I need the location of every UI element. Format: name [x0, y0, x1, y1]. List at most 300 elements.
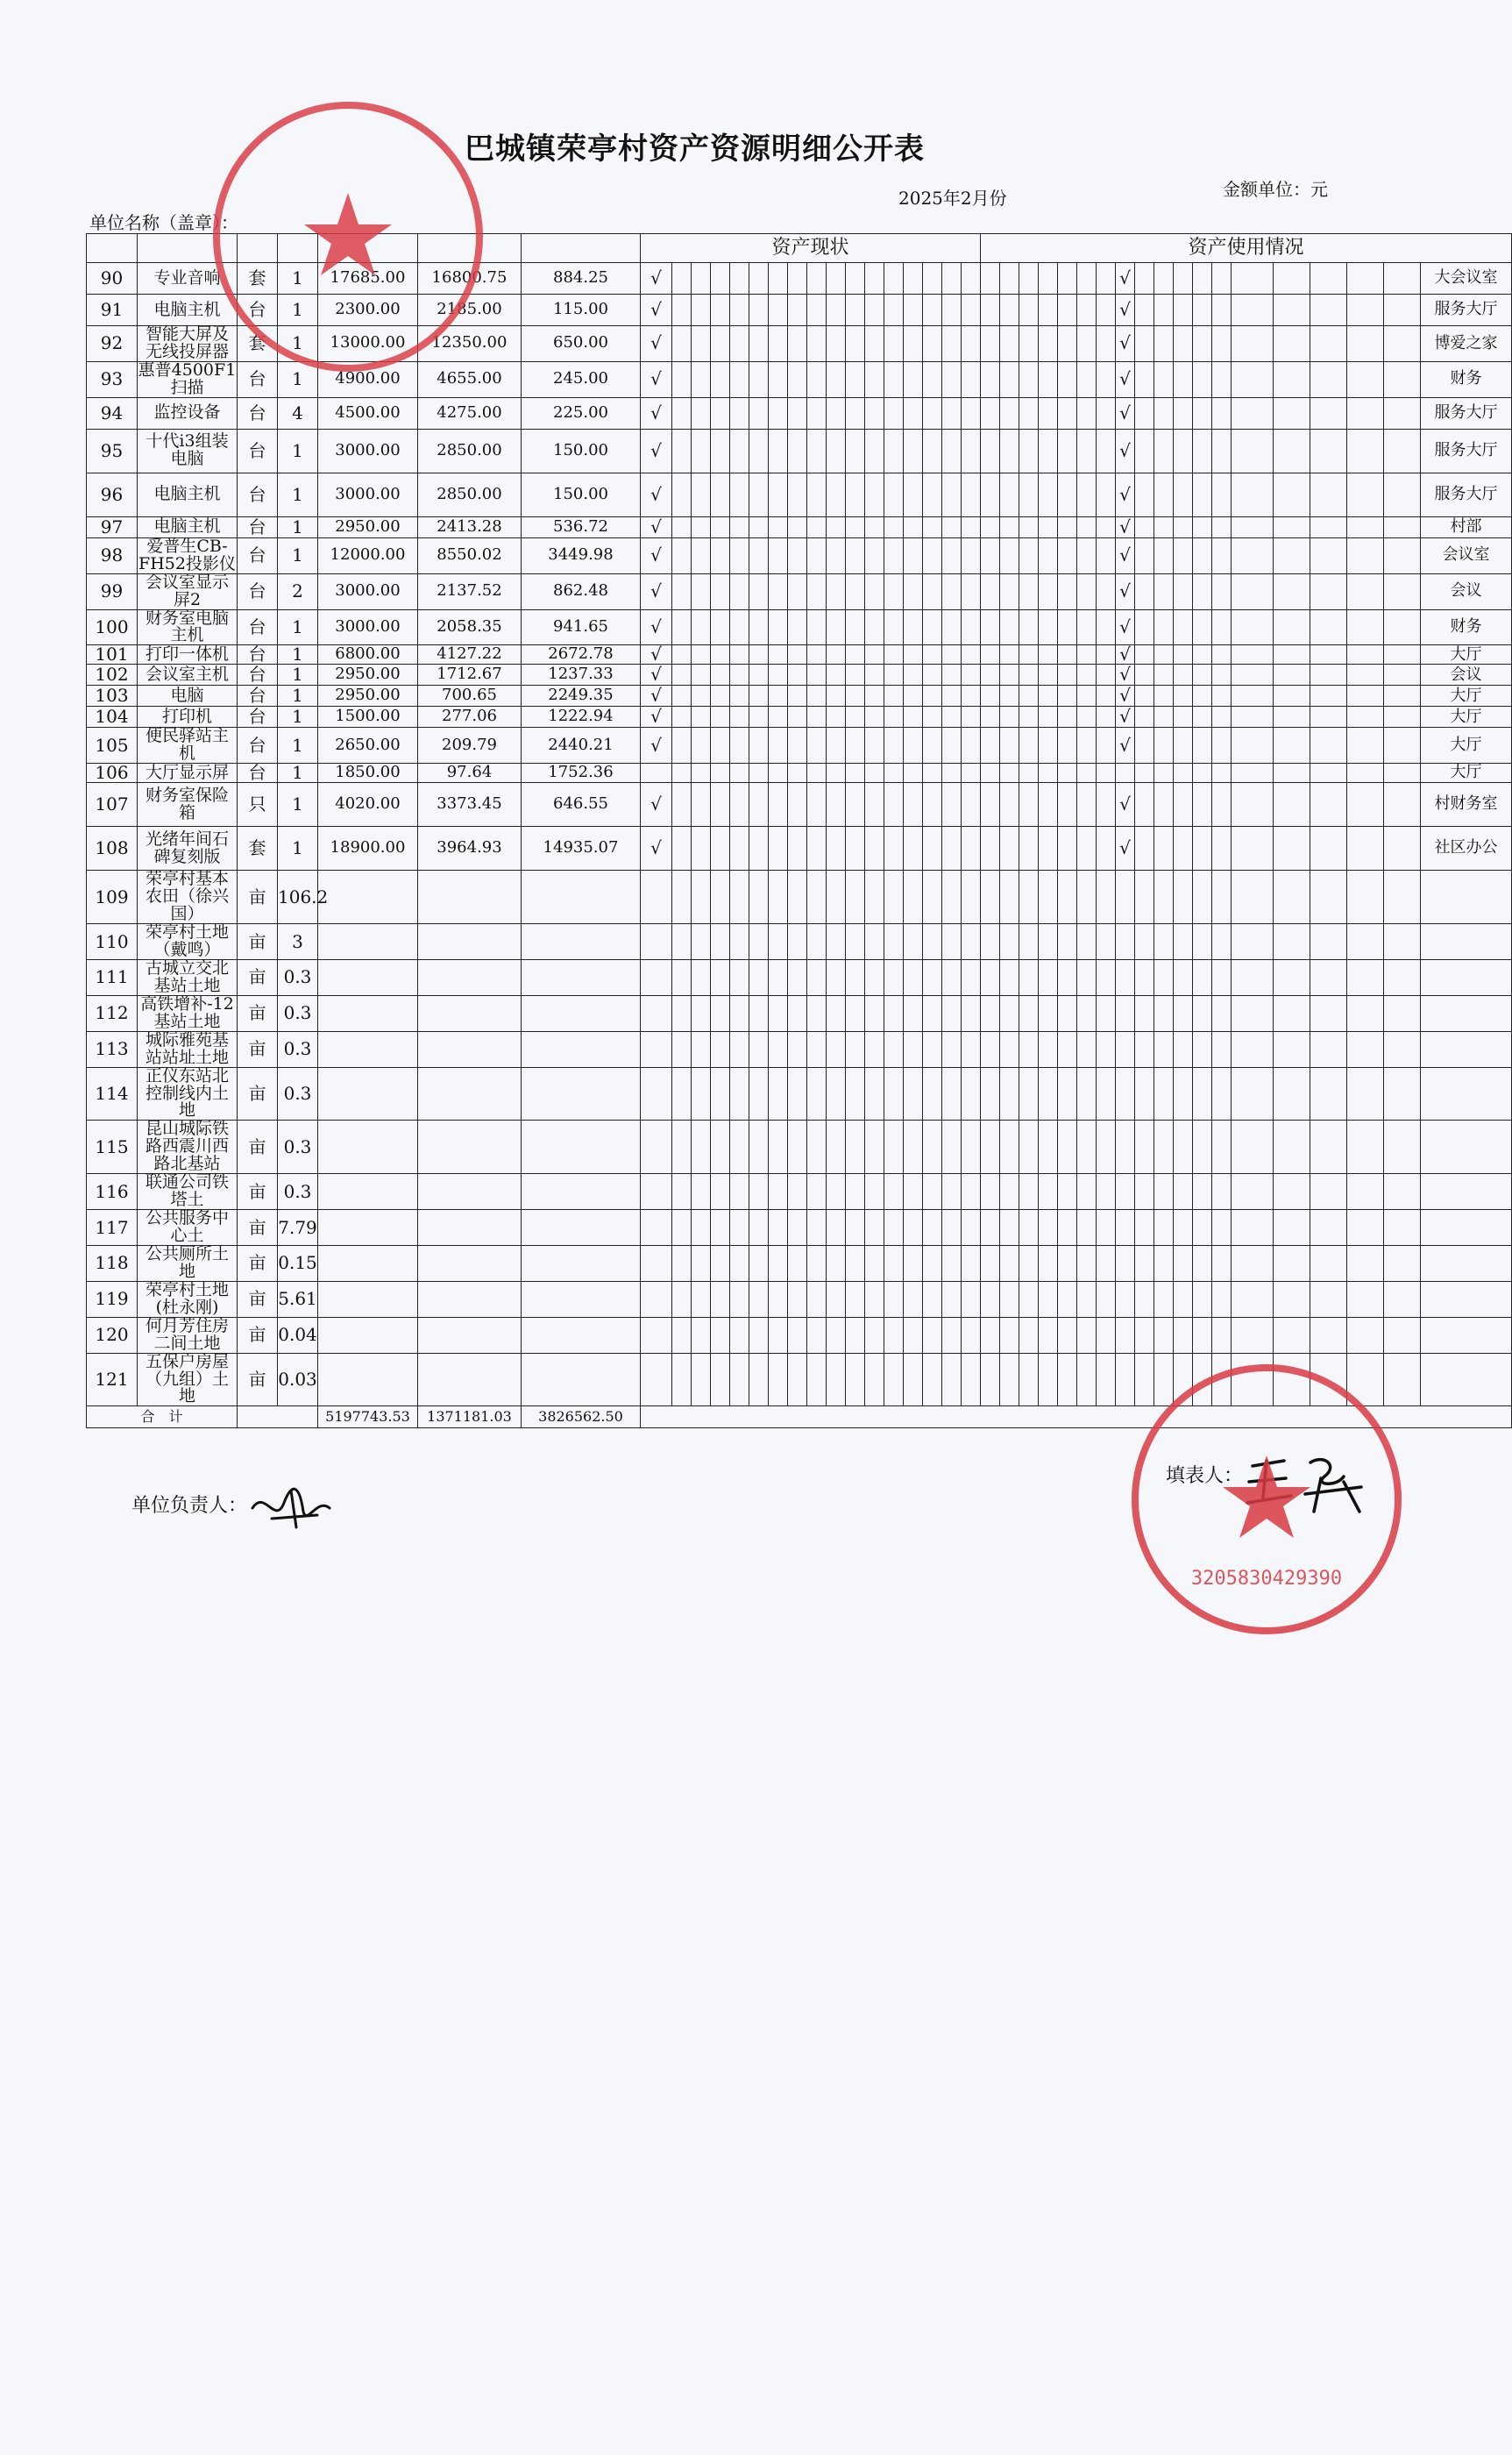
status-cell — [807, 959, 827, 995]
asset-unit: 台 — [238, 429, 278, 473]
status-cell — [865, 429, 884, 473]
status-cell — [923, 609, 942, 645]
status-cell — [827, 326, 846, 362]
status-cell — [923, 959, 942, 995]
status-cell — [711, 924, 730, 960]
usage-cell — [1274, 537, 1310, 573]
asset-quantity: 4 — [278, 397, 318, 429]
status-cell — [923, 1031, 942, 1067]
status-cell — [846, 645, 865, 665]
status-cell — [749, 473, 769, 516]
net-value — [522, 871, 641, 924]
original-value: 3000.00 — [318, 473, 418, 516]
usage-cell — [1154, 995, 1174, 1031]
status-cell — [749, 1353, 769, 1406]
asset-unit: 亩 — [238, 1067, 278, 1121]
usage-cell — [1384, 707, 1421, 728]
usage-cell — [1347, 473, 1384, 516]
usage-cell — [1310, 783, 1347, 827]
status-cell — [672, 1067, 692, 1121]
usage-cell — [1019, 764, 1039, 783]
usage-cell — [1019, 537, 1039, 573]
usage-cell — [1154, 764, 1174, 783]
usage-cell — [1058, 429, 1077, 473]
status-cell — [865, 959, 884, 995]
status-cell — [962, 924, 981, 960]
accumulated-depreciation: 2185.00 — [418, 295, 522, 326]
status-cell — [884, 537, 904, 573]
status-cell — [884, 326, 904, 362]
status-cell — [942, 1353, 962, 1406]
usage-cell — [1097, 573, 1116, 609]
net-value: 862.48 — [522, 573, 641, 609]
usage-cell — [1384, 1067, 1421, 1121]
net-value — [522, 1121, 641, 1174]
usage-cell — [1347, 764, 1384, 783]
usage-cell — [1000, 827, 1019, 871]
usage-cell — [1154, 959, 1174, 995]
usage-cell — [1000, 609, 1019, 645]
accumulated-depreciation: 2850.00 — [418, 473, 522, 516]
usage-cell — [1000, 573, 1019, 609]
original-value: 4020.00 — [318, 783, 418, 827]
status-cell — [962, 429, 981, 473]
asset-name: 光绪年间石碑复刻版 — [138, 827, 238, 871]
asset-name: 惠普4500F1扫描 — [138, 359, 237, 397]
unit-name-label: 单位名称（盖章）： — [89, 212, 238, 233]
usage-cell — [1077, 1317, 1097, 1353]
usage-cell — [1000, 516, 1019, 537]
status-cell — [923, 1174, 942, 1210]
usage-cell — [1174, 573, 1193, 609]
asset-name: 财务室电脑主机 — [138, 609, 238, 645]
status-cell — [884, 473, 904, 516]
status-cell — [846, 516, 865, 537]
usage-cell — [1135, 295, 1154, 326]
asset-unit: 台 — [238, 516, 278, 537]
usage-cell — [1135, 609, 1154, 645]
table-row — [87, 1067, 1512, 1121]
table-row — [87, 397, 1512, 429]
usage-cell — [1212, 764, 1232, 783]
usage-location: 村财务室 — [1421, 783, 1512, 827]
status-cell — [807, 686, 827, 707]
status-cell — [711, 1067, 730, 1121]
usage-cell — [1274, 871, 1310, 924]
usage-cell — [1058, 686, 1077, 707]
usage-cell — [1154, 609, 1174, 645]
asset-name: 正仪东站北控制线内土地 — [138, 1067, 238, 1121]
asset-quantity: 1 — [278, 686, 318, 707]
usage-cell — [1347, 609, 1384, 645]
usage-cell — [1135, 326, 1154, 362]
status-cell — [807, 609, 827, 645]
net-value: 1222.94 — [522, 707, 641, 728]
status-cell — [962, 959, 981, 995]
status-cell — [692, 1067, 711, 1121]
net-value — [522, 1353, 641, 1406]
usage-location — [1421, 871, 1512, 924]
usage-cell — [1347, 1317, 1384, 1353]
usage-cell — [1077, 995, 1097, 1031]
status-cell — [692, 1281, 711, 1317]
usage-cell — [1019, 473, 1039, 516]
usage-location — [1421, 1031, 1512, 1067]
accumulated-depreciation — [418, 1353, 522, 1406]
usage-cell — [1019, 959, 1039, 995]
status-cell — [942, 728, 962, 764]
usage-cell — [1135, 764, 1154, 783]
accumulated-depreciation — [418, 1174, 522, 1210]
usage-cell — [981, 516, 1000, 537]
usage-cell — [1039, 1210, 1058, 1246]
status-cell — [865, 1317, 884, 1353]
status-cell — [846, 959, 865, 995]
usage-cell — [981, 686, 1000, 707]
asset-quantity: 1 — [278, 783, 318, 827]
asset-quantity: 0.03 — [278, 1353, 318, 1406]
net-value — [522, 924, 641, 960]
status-cell — [672, 1174, 692, 1210]
usage-cell — [1058, 1281, 1077, 1317]
asset-name: 打印一体机 — [138, 645, 238, 665]
usage-cell — [1058, 707, 1077, 728]
usage-cell — [1232, 361, 1274, 397]
usage-cell — [1154, 1121, 1174, 1174]
usage-cell — [1274, 707, 1310, 728]
usage-cell — [1000, 1281, 1019, 1317]
status-cell — [730, 326, 749, 362]
usage-cell — [1000, 1317, 1019, 1353]
usage-cell — [981, 263, 1000, 295]
asset-name: 打印机 — [138, 707, 238, 728]
usage-cell — [1174, 473, 1193, 516]
status-cell — [641, 1067, 672, 1121]
accumulated-depreciation: 209.79 — [418, 728, 522, 764]
usage-cell — [1347, 537, 1384, 573]
usage-cell — [1058, 871, 1077, 924]
usage-cell — [1058, 728, 1077, 764]
usage-cell — [1384, 295, 1421, 326]
status-cell — [807, 473, 827, 516]
status-check-mark: √ — [641, 295, 672, 326]
usage-cell — [1274, 924, 1310, 960]
status-cell — [692, 326, 711, 362]
status-cell — [962, 1281, 981, 1317]
usage-cell — [1193, 665, 1212, 686]
usage-cell — [1310, 429, 1347, 473]
usage-cell — [1274, 429, 1310, 473]
usage-cell — [981, 728, 1000, 764]
usage-cell — [1310, 397, 1347, 429]
asset-quantity: 3 — [278, 924, 318, 960]
status-cell — [711, 573, 730, 609]
status-cell — [904, 1353, 923, 1406]
usage-cell — [1135, 959, 1154, 995]
status-cell — [884, 871, 904, 924]
usage-cell — [1347, 1245, 1384, 1281]
status-cell — [769, 924, 788, 960]
usage-cell — [1058, 1317, 1077, 1353]
usage-cell — [1347, 686, 1384, 707]
status-cell — [711, 1031, 730, 1067]
status-cell — [711, 995, 730, 1031]
asset-unit: 台 — [238, 707, 278, 728]
status-cell — [672, 295, 692, 326]
usage-cell — [1058, 924, 1077, 960]
status-cell — [807, 1174, 827, 1210]
asset-quantity: 106.2 — [278, 871, 318, 924]
usage-cell — [1135, 361, 1154, 397]
asset-quantity: 1 — [278, 326, 318, 362]
status-cell — [865, 609, 884, 645]
usage-cell — [1077, 686, 1097, 707]
usage-location: 会议 — [1421, 573, 1512, 609]
status-cell — [641, 1353, 672, 1406]
usage-cell — [1347, 573, 1384, 609]
asset-unit: 套 — [238, 326, 278, 362]
unit-head-label: 单位负责人： — [131, 1495, 248, 1517]
usage-cell — [981, 764, 1000, 783]
usage-cell — [1193, 924, 1212, 960]
usage-cell — [981, 326, 1000, 362]
usage-cell — [1097, 326, 1116, 362]
status-cell — [641, 871, 672, 924]
status-cell — [904, 686, 923, 707]
usage-cell — [1347, 707, 1384, 728]
usage-location — [1421, 1174, 1512, 1210]
asset-unit: 亩 — [238, 1174, 278, 1210]
usage-cell — [1019, 686, 1039, 707]
status-check-mark: √ — [641, 263, 672, 295]
status-cell — [769, 516, 788, 537]
status-cell — [923, 764, 942, 783]
row-number: 107 — [87, 783, 138, 827]
asset-ledger-table — [86, 233, 1512, 1428]
usage-cell — [1097, 263, 1116, 295]
net-value: 115.00 — [522, 295, 641, 326]
usage-cell — [1077, 665, 1097, 686]
status-cell — [942, 361, 962, 397]
usage-cell — [1174, 995, 1193, 1031]
total-original-value: 5197743.53 — [318, 1406, 418, 1428]
usage-check-mark: √ — [1116, 665, 1135, 686]
row-number: 117 — [87, 1210, 138, 1246]
status-cell — [942, 645, 962, 665]
status-cell — [884, 707, 904, 728]
usage-cell — [1097, 645, 1116, 665]
asset-name: 联通公司铁塔土 — [138, 1174, 238, 1210]
usage-check-mark: √ — [1116, 516, 1135, 537]
asset-quantity: 0.3 — [278, 1174, 318, 1210]
status-cell — [672, 827, 692, 871]
usage-cell — [1097, 959, 1116, 995]
usage-cell — [1212, 1281, 1232, 1317]
usage-cell — [1310, 1317, 1347, 1353]
status-cell — [711, 645, 730, 665]
usage-cell — [1347, 1031, 1384, 1067]
status-cell — [942, 609, 962, 645]
usage-cell — [1174, 1121, 1193, 1174]
net-value — [522, 1174, 641, 1210]
usage-cell — [1000, 686, 1019, 707]
row-number: 113 — [87, 1031, 138, 1067]
status-cell — [884, 764, 904, 783]
status-cell — [641, 995, 672, 1031]
status-cell — [788, 361, 807, 397]
status-cell — [846, 665, 865, 686]
usage-location — [1421, 1121, 1512, 1174]
usage-cell — [1097, 609, 1116, 645]
status-cell — [730, 871, 749, 924]
status-cell — [769, 1353, 788, 1406]
usage-location: 服务大厅 — [1421, 397, 1512, 429]
usage-cell — [1019, 665, 1039, 686]
usage-cell — [1077, 1174, 1097, 1210]
status-cell — [807, 665, 827, 686]
usage-cell — [1097, 686, 1116, 707]
status-cell — [962, 1317, 981, 1353]
status-cell — [846, 1121, 865, 1174]
usage-cell — [1274, 686, 1310, 707]
status-cell — [846, 827, 865, 871]
net-value: 245.00 — [522, 361, 641, 397]
table-row — [87, 686, 1512, 707]
status-cell — [865, 1031, 884, 1067]
usage-cell — [1232, 295, 1274, 326]
usage-cell — [1000, 645, 1019, 665]
status-cell — [904, 326, 923, 362]
usage-cell — [1232, 1121, 1274, 1174]
original-value: 4900.00 — [318, 361, 418, 397]
usage-cell — [1347, 959, 1384, 995]
status-cell — [788, 1067, 807, 1121]
original-value — [318, 1067, 418, 1121]
status-cell — [904, 473, 923, 516]
status-cell — [846, 326, 865, 362]
asset-unit: 套 — [238, 263, 278, 295]
usage-cell — [1097, 1245, 1116, 1281]
status-cell — [672, 707, 692, 728]
usage-cell — [1310, 1174, 1347, 1210]
usage-cell — [1058, 609, 1077, 645]
asset-quantity: 1 — [278, 537, 318, 573]
status-cell — [807, 1067, 827, 1121]
usage-cell — [1097, 473, 1116, 516]
status-cell — [827, 764, 846, 783]
usage-cell — [981, 1281, 1000, 1317]
status-cell — [711, 707, 730, 728]
status-cell — [730, 397, 749, 429]
status-cell — [788, 1281, 807, 1317]
status-cell — [846, 1353, 865, 1406]
status-cell — [923, 1281, 942, 1317]
status-cell — [807, 295, 827, 326]
usage-cell — [1058, 473, 1077, 516]
usage-cell — [1232, 1031, 1274, 1067]
usage-cell — [1274, 1031, 1310, 1067]
usage-cell — [1097, 397, 1116, 429]
usage-cell — [1039, 1245, 1058, 1281]
status-cell — [942, 263, 962, 295]
status-cell — [711, 295, 730, 326]
status-cell — [769, 573, 788, 609]
usage-cell — [1000, 361, 1019, 397]
amount-unit-label: 金额单位：元 — [1223, 179, 1328, 200]
status-check-mark: √ — [641, 827, 672, 871]
status-cell — [692, 516, 711, 537]
asset-quantity: 0.3 — [278, 1031, 318, 1067]
accumulated-depreciation: 12350.00 — [418, 326, 522, 362]
asset-unit: 台 — [238, 473, 278, 516]
row-number: 116 — [87, 1174, 138, 1210]
usage-cell — [1019, 609, 1039, 645]
original-value — [318, 959, 418, 995]
asset-quantity: 0.15 — [278, 1245, 318, 1281]
usage-cell — [1077, 959, 1097, 995]
original-value: 2300.00 — [318, 295, 418, 326]
status-cell — [923, 924, 942, 960]
status-cell — [769, 429, 788, 473]
status-cell — [923, 783, 942, 827]
status-cell — [962, 537, 981, 573]
status-cell — [730, 827, 749, 871]
usage-cell — [1212, 1031, 1232, 1067]
usage-cell — [1097, 728, 1116, 764]
usage-cell — [1039, 871, 1058, 924]
status-cell — [711, 1174, 730, 1210]
status-cell — [846, 1174, 865, 1210]
row-number: 92 — [87, 326, 138, 362]
status-cell — [904, 397, 923, 429]
usage-cell — [1212, 1210, 1232, 1246]
row-number: 108 — [87, 827, 138, 871]
usage-cell — [1347, 1121, 1384, 1174]
status-cell — [904, 783, 923, 827]
status-cell — [749, 728, 769, 764]
status-cell — [846, 1067, 865, 1121]
status-cell — [942, 516, 962, 537]
usage-cell — [1135, 783, 1154, 827]
usage-cell — [1154, 1245, 1174, 1281]
usage-cell — [1347, 516, 1384, 537]
usage-cell — [1384, 537, 1421, 573]
usage-cell — [1232, 1281, 1274, 1317]
status-cell — [942, 871, 962, 924]
status-cell — [904, 959, 923, 995]
usage-cell — [1154, 871, 1174, 924]
usage-cell — [1212, 645, 1232, 665]
status-cell — [923, 263, 942, 295]
usage-cell — [1232, 609, 1274, 645]
asset-name: 昆山城际铁路西震川西路北基站 — [138, 1121, 238, 1174]
status-cell — [827, 1121, 846, 1174]
usage-cell — [1384, 516, 1421, 537]
usage-cell — [1384, 686, 1421, 707]
status-cell — [749, 429, 769, 473]
usage-cell — [1274, 263, 1310, 295]
usage-cell — [1000, 397, 1019, 429]
row-number: 106 — [87, 764, 138, 783]
usage-cell — [1039, 686, 1058, 707]
status-cell — [749, 871, 769, 924]
table-row — [87, 871, 1512, 924]
status-cell — [641, 1210, 672, 1246]
usage-cell — [1154, 1317, 1174, 1353]
status-cell — [788, 429, 807, 473]
status-cell — [692, 959, 711, 995]
usage-cell — [1097, 827, 1116, 871]
